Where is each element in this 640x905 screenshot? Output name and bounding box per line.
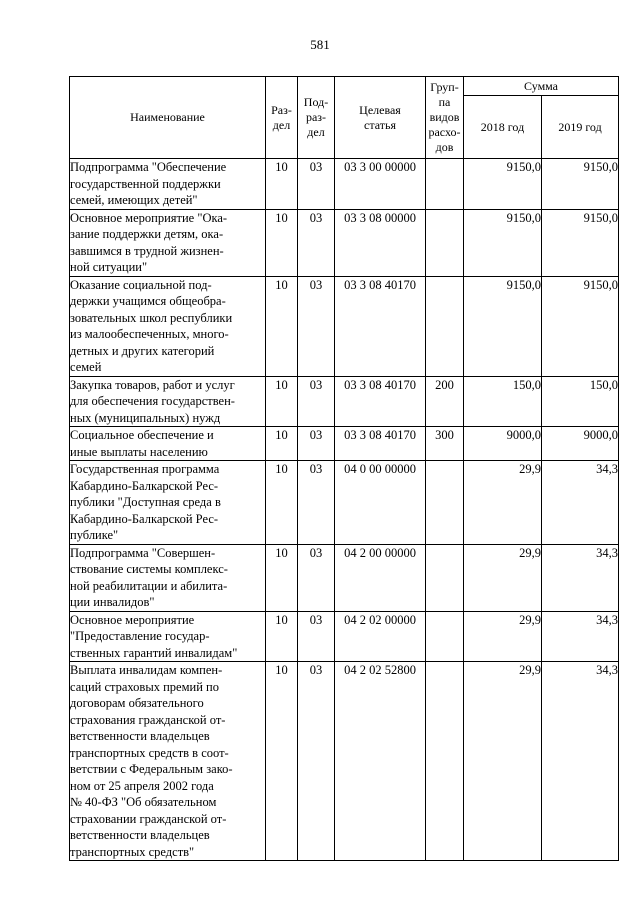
budget-table xyxy=(69,76,619,861)
header-year-2018: 2018 год xyxy=(464,96,542,159)
table-row xyxy=(70,376,619,427)
row-sum-2018-cell: 150,0 xyxy=(464,376,542,427)
row-sum-2019-cell: 9150,0 xyxy=(542,209,619,276)
row-target-article-cell: 03 3 08 40170 xyxy=(335,276,426,376)
row-expense-group-cell: 200 xyxy=(426,376,464,427)
row-razdel-cell: 10 xyxy=(266,544,298,611)
row-name-cell: Выплата инвалидам компен- саций страховых премий по договорам обязательного страхования гражданской от- ветственности владельцев транспортных средств в соот- ветствии с Федеральным зако- ном от 25 апреля 2002 года № 40-ФЗ "Об обязательном страховании гражданской от- ветственности владельцев транспортных средств" xyxy=(70,662,266,861)
row-podrazdel-cell: 03 xyxy=(298,611,335,662)
row-target-article-cell: 04 2 00 00000 xyxy=(335,544,426,611)
row-razdel-cell: 10 xyxy=(266,662,298,861)
row-target-article-cell: 04 0 00 00000 xyxy=(335,461,426,545)
row-target-article-cell: 03 3 00 00000 xyxy=(335,159,426,210)
header-sum: Сумма xyxy=(464,77,619,96)
row-podrazdel-cell: 03 xyxy=(298,159,335,210)
row-name-cell: Подпрограмма "Совершен- ствование системы комплекс- ной реабилитации и абилита- ции инвалидов" xyxy=(70,544,266,611)
table-row xyxy=(70,427,619,461)
page-number: 581 xyxy=(310,37,330,52)
row-razdel-cell: 10 xyxy=(266,611,298,662)
row-name-cell: Государственная программа Кабардино-Балкарской Рес- публики "Доступная среда в Кабардино-Балкарской Рес- публике" xyxy=(70,461,266,545)
row-podrazdel-cell: 03 xyxy=(298,461,335,545)
row-expense-group-cell xyxy=(426,662,464,861)
table-row xyxy=(70,544,619,611)
row-expense-group-cell xyxy=(426,276,464,376)
row-target-article-cell: 03 3 08 40170 xyxy=(335,376,426,427)
table-row xyxy=(70,159,619,210)
row-razdel-cell: 10 xyxy=(266,427,298,461)
row-name-cell: Подпрограмма "Обеспечение государственной поддержки семей, имеющих детей" xyxy=(70,159,266,210)
header-target-article: Целевая статья xyxy=(335,77,426,159)
row-target-article-cell: 03 3 08 40170 xyxy=(335,427,426,461)
row-name-cell: Основное мероприятие "Ока- зание поддержки детям, ока- завшимся в трудной жизнен- ной ситуации" xyxy=(70,209,266,276)
table-row xyxy=(70,461,619,545)
row-expense-group-cell: 300 xyxy=(426,427,464,461)
row-razdel-cell: 10 xyxy=(266,376,298,427)
header-year-2019: 2019 год xyxy=(542,96,619,159)
table-row xyxy=(70,276,619,376)
row-sum-2018-cell: 9150,0 xyxy=(464,276,542,376)
row-expense-group-cell xyxy=(426,159,464,210)
row-razdel-cell: 10 xyxy=(266,159,298,210)
row-sum-2018-cell: 9150,0 xyxy=(464,209,542,276)
table-body xyxy=(70,159,619,861)
row-name-cell: Социальное обеспечение и иные выплаты населению xyxy=(70,427,266,461)
row-expense-group-cell xyxy=(426,544,464,611)
row-sum-2019-cell: 150,0 xyxy=(542,376,619,427)
row-sum-2018-cell: 9150,0 xyxy=(464,159,542,210)
row-target-article-cell: 03 3 08 00000 xyxy=(335,209,426,276)
row-sum-2019-cell: 9000,0 xyxy=(542,427,619,461)
row-razdel-cell: 10 xyxy=(266,461,298,545)
row-podrazdel-cell: 03 xyxy=(298,276,335,376)
row-sum-2018-cell: 29,9 xyxy=(464,461,542,545)
row-sum-2019-cell: 34,3 xyxy=(542,461,619,545)
row-name-cell: Основное мероприятие "Предоставление государ- ственных гарантий инвалидам" xyxy=(70,611,266,662)
header-podrazdel: Под- раз- дел xyxy=(298,77,335,159)
row-podrazdel-cell: 03 xyxy=(298,544,335,611)
table-row xyxy=(70,209,619,276)
row-razdel-cell: 10 xyxy=(266,276,298,376)
row-podrazdel-cell: 03 xyxy=(298,662,335,861)
row-expense-group-cell xyxy=(426,611,464,662)
table-row xyxy=(70,662,619,861)
row-name-cell: Оказание социальной под- держки учащимся общеобра- зовательных школ республики из малообеспеченных, много- детных и других категорий семей xyxy=(70,276,266,376)
row-podrazdel-cell: 03 xyxy=(298,209,335,276)
header-razdel: Раз- дел xyxy=(266,77,298,159)
row-razdel-cell: 10 xyxy=(266,209,298,276)
row-sum-2018-cell: 29,9 xyxy=(464,662,542,861)
row-expense-group-cell xyxy=(426,209,464,276)
row-expense-group-cell xyxy=(426,461,464,545)
table-row xyxy=(70,611,619,662)
row-sum-2019-cell: 34,3 xyxy=(542,611,619,662)
row-podrazdel-cell: 03 xyxy=(298,376,335,427)
row-sum-2019-cell: 9150,0 xyxy=(542,276,619,376)
row-sum-2019-cell: 34,3 xyxy=(542,662,619,861)
row-sum-2018-cell: 9000,0 xyxy=(464,427,542,461)
row-name-cell: Закупка товаров, работ и услуг для обеспечения государствен- ных (муниципальных) нужд xyxy=(70,376,266,427)
row-podrazdel-cell: 03 xyxy=(298,427,335,461)
row-target-article-cell: 04 2 02 00000 xyxy=(335,611,426,662)
row-sum-2018-cell: 29,9 xyxy=(464,611,542,662)
row-sum-2019-cell: 9150,0 xyxy=(542,159,619,210)
header-name: Наименование xyxy=(70,77,266,159)
row-sum-2019-cell: 34,3 xyxy=(542,544,619,611)
row-target-article-cell: 04 2 02 52800 xyxy=(335,662,426,861)
header-expense-group: Груп- па видов расхо- дов xyxy=(426,77,464,159)
row-sum-2018-cell: 29,9 xyxy=(464,544,542,611)
